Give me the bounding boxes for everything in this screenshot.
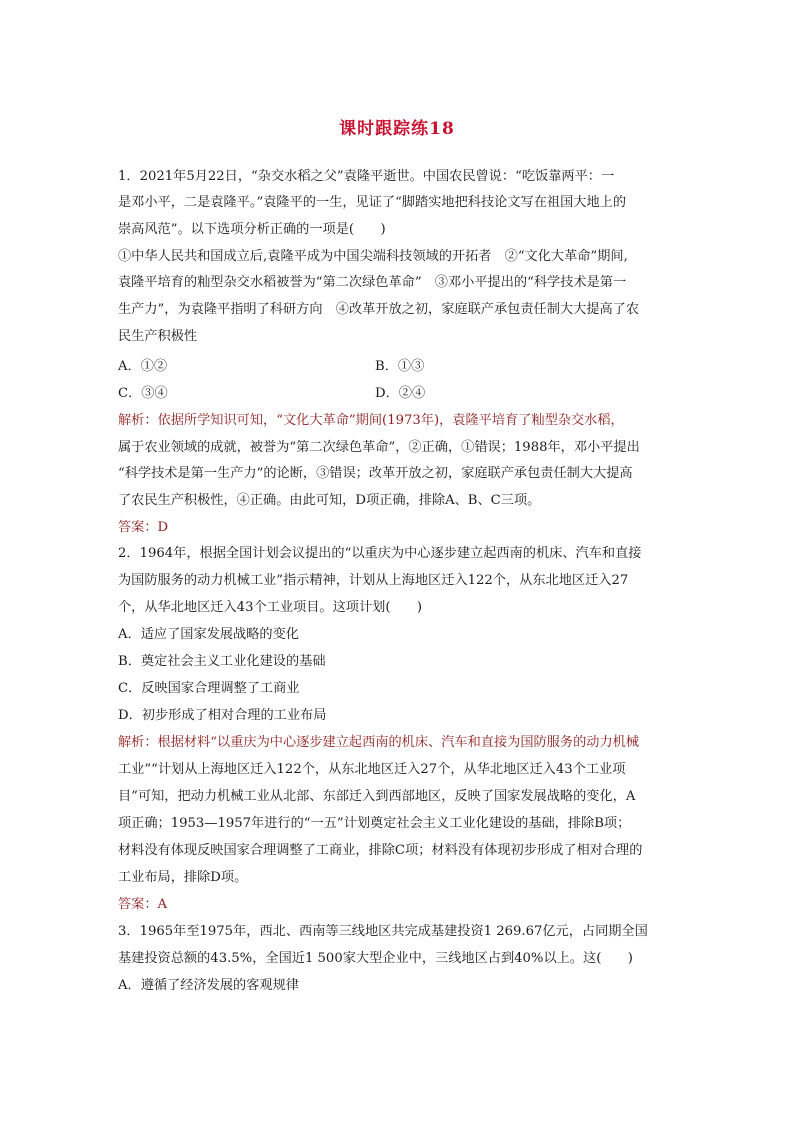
- q2-analysis-line: 项正确；1953—1957年进行的“一五”计划奠定社会主义工业化建设的基础，排除B项；: [118, 816, 631, 831]
- q3-option-a: A．遵循了经济发展的客观规律: [118, 978, 299, 993]
- q1-option-b: B．①③: [375, 359, 425, 374]
- q1-analysis-line: 了农民生产积极性，④正确。由此可知，D项正确，排除A、B、C三项。: [118, 493, 541, 508]
- q2-answer: 答案：A: [118, 897, 168, 912]
- q1-line: 崇高风范”。以下选项分析正确的一项是( ): [118, 222, 386, 237]
- q2-option-b: B．奠定社会主义工业化建设的基础: [118, 654, 326, 669]
- q2-analysis-line: 材料没有体现反映国家合理调整了工商业，排除C项；材料没有体现初步形成了相对合理的: [118, 843, 643, 858]
- q2-option-a: A．适应了国家发展战略的变化: [118, 627, 299, 642]
- q1-line: 袁隆平培育的籼型杂交水稻被誉为“第二次绿色革命” ③邓小平提出的“科学技术是第一: [118, 275, 627, 290]
- q1-line: 1．2021年5月22日，“杂交水稻之父”袁隆平逝世。中国农民曾说：“吃饭靠两平：一: [118, 169, 615, 184]
- q1-option-a: A．①②: [118, 359, 168, 374]
- page-title: 课时跟踪练18: [339, 119, 455, 139]
- q2-analysis-line: 工业布局，排除D项。: [118, 870, 248, 885]
- q2-line: 2．1964年，根据全国计划会议提出的“以重庆为中心逐步建立起西南的机床、汽车和直接: [118, 546, 642, 561]
- q2-analysis-line: 解析：根据材料“以重庆为中心逐步建立起西南的机床、汽车和直接为国防服务的动力机械: [118, 735, 640, 750]
- q1-line: 生产力”，为袁隆平指明了科研方向 ④改革开放之初，家庭联产承包责任制大大提高了农: [118, 302, 640, 317]
- q1-analysis-line: 解析：依据所学知识可知，“文化大革命”期间(1973年)，袁隆平培育了籼型杂交水稻，: [118, 413, 624, 428]
- q3-line: 3．1965年至1975年，西北、西南等三线地区共完成基建投资1 269.67亿元，占同期全国: [118, 924, 648, 939]
- q3-line: 基建投资总额的43.5%，全国近1 500家大型企业中，三线地区占到40%以上。这( ): [118, 951, 633, 966]
- q1-line: 民生产积极性: [118, 329, 198, 344]
- q1-analysis-line: “科学技术是第一生产力”的论断，③错误；改革开放之初，家庭联产承包责任制大大提高: [118, 466, 633, 481]
- q1-line: ①中华人民共和国成立后,袁隆平成为中国尖端科技领域的开拓者 ②“文化大革命”期间,: [118, 249, 628, 264]
- q1-analysis-line: 属于农业领域的成就，被誉为“第二次绿色革命”，②正确，①错误；1988年，邓小平提出: [118, 440, 640, 455]
- q1-option-c: C．③④: [118, 386, 168, 401]
- q2-analysis-line: 目”可知，把动力机械工业从北部、东部迁入到西部地区，反映了国家发展战略的变化，A: [118, 789, 636, 804]
- q1-line: 是邓小平，二是袁隆平。”袁隆平的一生，见证了“脚踏实地把科技论文写在祖国大地上的: [118, 195, 627, 210]
- q2-analysis-line: 工业”“计划从上海地区迁入122个，从东北地区迁入27个，从华北地区迁入43个工业项: [118, 762, 626, 777]
- q2-option-c: C．反映国家合理调整了工商业: [118, 681, 300, 696]
- q1-option-d: D．②④: [375, 386, 426, 401]
- q1-answer: 答案：D: [118, 520, 169, 535]
- q2-line: 个，从华北地区迁入43个工业项目。这项计划( ): [118, 600, 423, 615]
- q2-line: 为国防服务的动力机械工业”指示精神，计划从上海地区迁入122个，从东北地区迁入27: [118, 573, 629, 588]
- q2-option-d: D．初步形成了相对合理的工业布局: [118, 708, 327, 723]
